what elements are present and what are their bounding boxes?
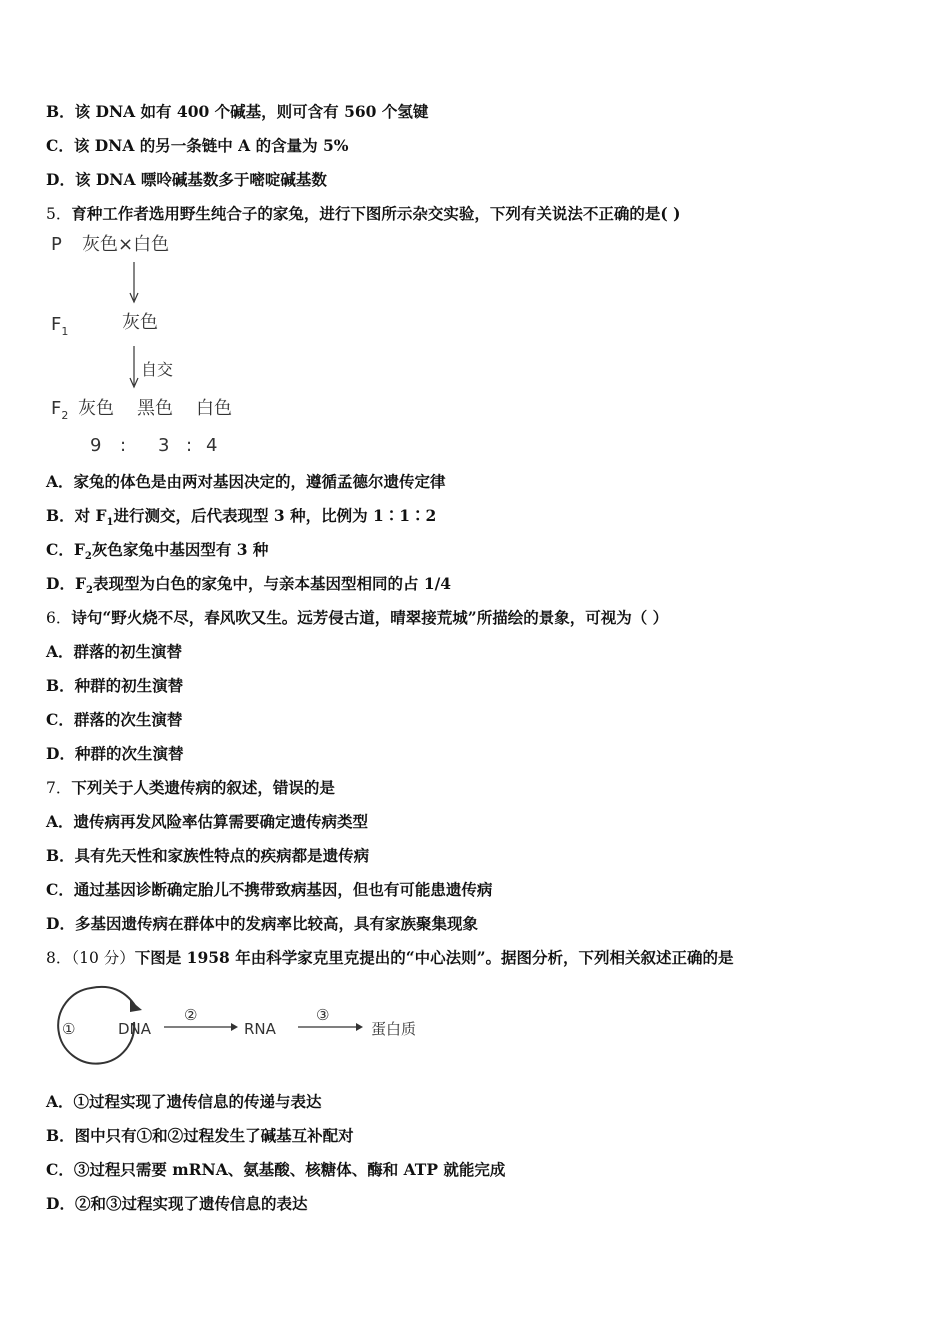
option-letter: A． [46, 472, 74, 491]
option-letter: B． [46, 102, 75, 121]
ratio-sep: : [120, 435, 127, 456]
q6-stem [46, 608, 668, 628]
rna-label: RNA [244, 1020, 276, 1038]
q8-option-a [46, 1092, 322, 1112]
option-letter: D． [46, 574, 75, 593]
option-text: 遗传病再发风险率估算需要确定遗传病类型 [73, 812, 369, 831]
q7-option-b [46, 846, 369, 866]
option-letter: A． [46, 812, 74, 831]
f2-label: $F_2$ [51, 398, 69, 422]
q6-option-a [46, 642, 182, 662]
option-text: 群落的次生演替 [73, 710, 183, 729]
p-cross: 灰色×白色 [82, 234, 170, 255]
option-letter: B． [46, 846, 75, 865]
option-text: 该 DNA 的另一条链中 A 的含量为 5% [73, 136, 349, 155]
option-letter: D． [46, 914, 75, 933]
option-text: 家兔的体色是由两对基因决定的，遵循孟德尔遗传定律 [73, 472, 446, 491]
option-letter: B． [46, 1126, 75, 1145]
q4-option-d [46, 170, 327, 190]
f1-label: $F_1$ [51, 314, 69, 338]
option-text: 种群的次生演替 [74, 744, 184, 763]
central-dogma-diagram [46, 980, 446, 1075]
q6-option-c [46, 710, 182, 730]
option-text: 该 DNA 嘌呤碱基数多于嘧啶碱基数 [74, 170, 327, 189]
arrow-head [231, 1023, 238, 1031]
option-text: ①过程实现了遗传信息的传递与表达 [73, 1092, 322, 1111]
f1-phenotype: 灰色 [122, 312, 158, 333]
option-text: 通过基因诊断确定胎儿不携带致病基因，但也有可能患遗传病 [73, 880, 493, 899]
q8-option-d [46, 1194, 307, 1214]
option-text: 种群的初生演替 [74, 676, 184, 695]
option-letter: C． [46, 1160, 74, 1179]
process-2-label: ② [184, 1006, 198, 1024]
option-text: 该 DNA 如有 400 个碱基，则可含有 560 个氢键 [74, 102, 429, 121]
q6-option-d [46, 744, 183, 764]
self-cross-label: 自交 [141, 360, 174, 379]
q8-option-c [46, 1160, 505, 1180]
option-letter: A． [46, 642, 74, 661]
ratio-gray: 9 [90, 435, 102, 456]
option-letter: C． [46, 136, 74, 155]
arrow-head [130, 1000, 142, 1012]
option-text: 图中只有①和②过程发生了碱基互补配对 [74, 1126, 354, 1145]
q4-option-c [46, 136, 349, 156]
question-number: 5． [46, 205, 72, 223]
f2-black: 黑色 [137, 398, 173, 419]
option-letter: A． [46, 1092, 74, 1111]
cross-diagram [46, 230, 266, 462]
option-letter: D． [46, 744, 75, 763]
q5-option-b [46, 506, 436, 533]
option-text: 对 $F_1$进行测交，后代表现型 3 种，比例为 1∶1∶2 [74, 506, 437, 529]
q5-stem [46, 204, 680, 224]
q4-option-b [46, 102, 428, 122]
ratio-sep: : [186, 435, 193, 456]
question-text: 育种工作者选用野生纯合子的家兔，进行下图所示杂交实验，下列有关说法不正确的是( ) [71, 204, 681, 223]
option-text: 具有先天性和家族性特点的疾病都是遗传病 [74, 846, 370, 865]
option-text: ③过程只需要 mRNA、氨基酸、核糖体、酶和 ATP 就能完成 [73, 1160, 506, 1179]
option-letter: C． [46, 880, 74, 899]
option-letter: B． [46, 676, 75, 695]
question-text: 下列关于人类遗传病的叙述，错误的是 [71, 778, 335, 797]
q7-option-a [46, 812, 368, 832]
process-3-label: ③ [316, 1006, 330, 1024]
option-letter: C． [46, 540, 74, 559]
question-text: 诗句“野火烧不尽，春风吹又生。远芳侵古道，晴翠接荒城”所描绘的景象，可视为（ ） [71, 608, 669, 627]
ratio-black: 3 [158, 435, 170, 456]
option-text: $F_2$灰色家兔中基因型有 3 种 [73, 540, 269, 563]
q5-option-d [46, 574, 451, 601]
dna-label: DNA [118, 1020, 152, 1038]
q5-option-a [46, 472, 446, 492]
question-number: 8． [46, 949, 72, 967]
option-text: $F_2$表现型为白色的家兔中，与亲本基因型相同的占 1/4 [74, 574, 452, 597]
option-letter: C． [46, 710, 74, 729]
q7-option-d [46, 914, 478, 934]
q8-option-b [46, 1126, 354, 1146]
f2-gray: 灰色 [78, 398, 114, 419]
q8-stem [46, 948, 734, 968]
arrow-head [356, 1023, 363, 1031]
process-1-label: ① [62, 1020, 76, 1038]
question-score: （10 分） [71, 949, 135, 967]
question-number: 6． [46, 609, 72, 627]
q5-option-c [46, 540, 268, 567]
option-letter: D． [46, 1194, 75, 1213]
f2-white: 白色 [196, 398, 232, 419]
option-text: ②和③过程实现了遗传信息的表达 [74, 1194, 308, 1213]
question-number: 7． [46, 779, 72, 797]
q7-option-c [46, 880, 492, 900]
protein-label: 蛋白质 [371, 1020, 417, 1038]
option-letter: B． [46, 506, 75, 525]
option-text: 群落的初生演替 [73, 642, 183, 661]
q7-stem [46, 778, 335, 798]
option-letter: D． [46, 170, 75, 189]
question-text: 下图是 1958 年由科学家克里克提出的“中心法则”。据图分析，下列相关叙述正确的是 [134, 948, 734, 967]
q6-option-b [46, 676, 183, 696]
p-label: P [51, 234, 62, 255]
ratio-white: 4 [206, 435, 218, 456]
option-text: 多基因遗传病在群体中的发病率比较高，具有家族聚集现象 [74, 914, 478, 933]
